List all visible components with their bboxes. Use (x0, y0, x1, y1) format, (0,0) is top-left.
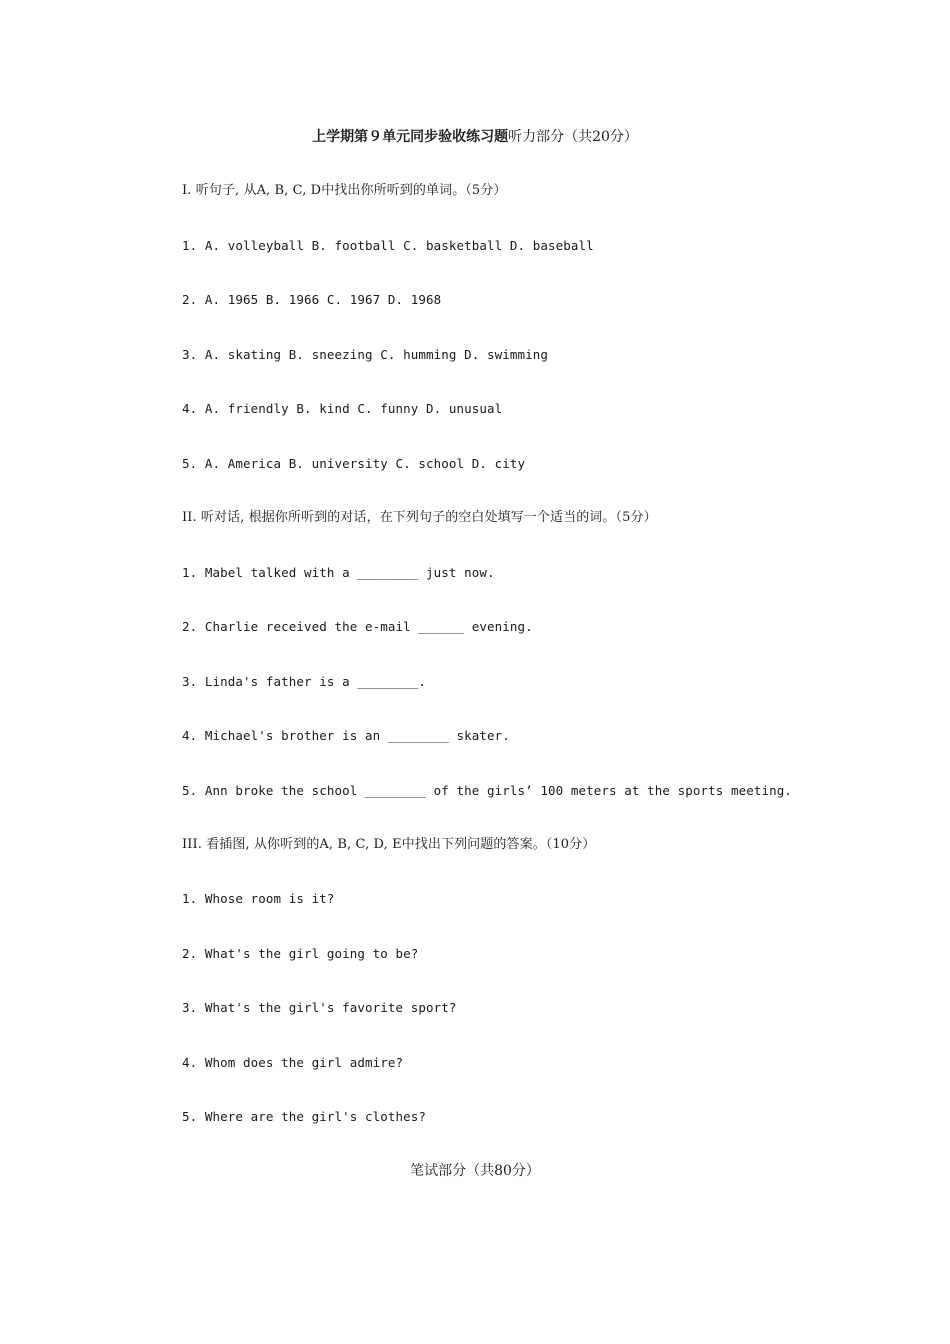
section-1-item-4: 4. A. friendly B. kind C. funny D. unusual (182, 401, 503, 416)
title-normal: 听力部分（共20分） (508, 129, 638, 145)
section-1-item-2: 2. A. 1965 B. 1966 C. 1967 D. 1968 (182, 292, 442, 307)
section-3-item-2: 2. What's the girl going to be? (182, 946, 419, 961)
written-part-heading: 笔试部分（共80分） (410, 1163, 540, 1179)
section-1-item-5: 5. A. America B. university C. school D. city (182, 456, 526, 471)
section-2-heading: II. 听对话, 根据你所听到的对话，在下列句子的空白处填写一个适当的词。（5分） (182, 510, 657, 525)
section-1-item-3: 3. A. skating B. sneezing C. humming D. swimming (182, 347, 549, 362)
section-2-item-5: 5. Ann broke the school ________ of the girls’ 100 meters at the sports meeting. (182, 783, 793, 798)
title-bold: 上学期第９单元同步验收练习题 (312, 129, 509, 145)
section-3-item-1: 1. Whose room is it? (182, 891, 335, 906)
section-2-item-3: 3. Linda's father is a ________. (182, 674, 427, 689)
section-3-item-4: 4. Whom does the girl admire? (182, 1055, 404, 1070)
section-2-item-4: 4. Michael's brother is an ________ skater. (182, 728, 510, 743)
section-3-item-5: 5. Where are the girl's clothes? (182, 1109, 427, 1124)
section-2-item-1: 1. Mabel talked with a ________ just now. (182, 565, 495, 580)
section-2-item-2: 2. Charlie received the e-mail ______ evening. (182, 619, 533, 634)
section-1-heading: I. 听句子, 从A, B, C, D中找出你所听到的单词。（5分） (182, 183, 507, 198)
section-3-heading: III. 看插图, 从你听到的A, B, C, D, E中找出下列问题的答案。（10分） (182, 837, 596, 852)
page-title (0, 127, 950, 147)
section-1-item-1: 1. A. volleyball B. football C. basketball D. baseball (182, 238, 594, 253)
section-3-item-3: 3. What's the girl's favorite sport? (182, 1000, 457, 1015)
